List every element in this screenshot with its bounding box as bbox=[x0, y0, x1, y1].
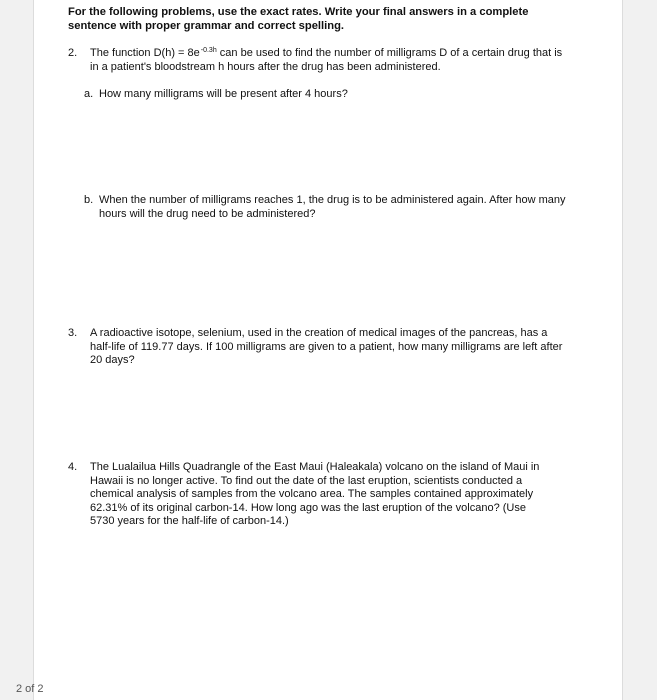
problem-4 bbox=[68, 461, 543, 529]
problem-2 bbox=[68, 47, 568, 74]
problem-number: 3. bbox=[68, 327, 78, 339]
problem-text-after: can be used to find the number of milligrams D of a certain drug that is in a patient's bloodstream h hours after the drug has been administered. bbox=[90, 47, 563, 73]
problem-3 bbox=[68, 327, 568, 368]
problem-text: A radioactive isotope, selenium, used in the creation of medical images of the pancreas, has a half-life of 119.77 days. If 100 milligrams are given to a patient, how many milligrams are left after 20 days? bbox=[90, 327, 563, 366]
problem-number: 4. bbox=[68, 461, 78, 473]
part-text: When the number of milligrams reaches 1, the drug is to be administered again. After how many hours will the drug need to be administered? bbox=[99, 194, 566, 220]
problem-text-before: The function D(h) = 8e bbox=[90, 47, 200, 59]
problem-number: 2. bbox=[68, 47, 78, 59]
document-page bbox=[33, 0, 623, 700]
exponent: -0.3h bbox=[200, 47, 217, 54]
problem-text: The Lualailua Hills Quadrangle of the East Maui (Haleakala) volcano on the island of Maui in Hawaii is no longer active. To find out the date of the last eruption, scientists conducted a chemical analysis of samples from the volcano area. The samples contained approximately 62.31% of its original carbon-14. How long ago was the last eruption of the volcano? (Use 5730 years for the half-life of carbon-14.) bbox=[90, 461, 540, 527]
part-label: a. bbox=[84, 88, 94, 100]
problem-text bbox=[90, 47, 568, 74]
problem-2a bbox=[84, 88, 564, 102]
instructions-text: For the following problems, use the exact rates. Write your final answers in a complete sentence with proper grammar and correct spelling. bbox=[68, 6, 529, 32]
part-label: b. bbox=[84, 194, 94, 206]
part-text: How many milligrams will be present after 4 hours? bbox=[99, 88, 348, 100]
problem-2b bbox=[84, 194, 568, 221]
page-indicator: 2 of 2 bbox=[16, 683, 44, 695]
